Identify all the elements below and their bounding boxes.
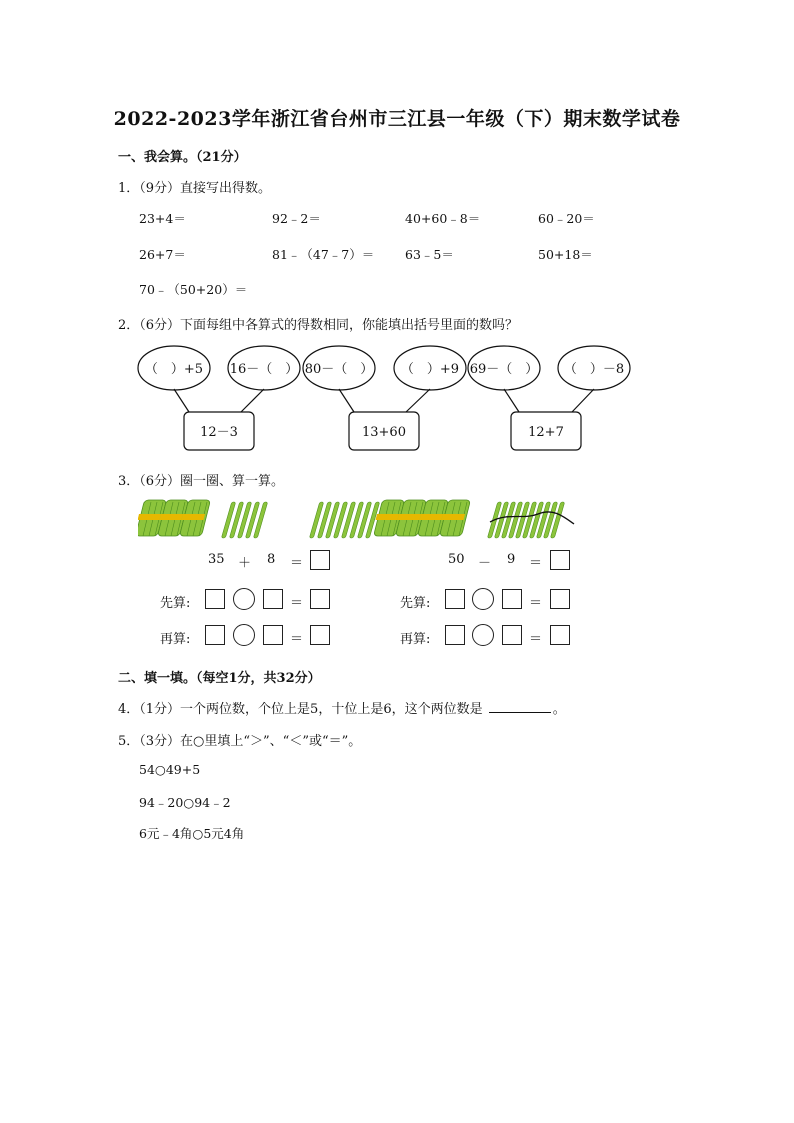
eq-number: 9 — [507, 552, 516, 567]
oval-label: （ ）+5 — [144, 362, 204, 377]
operator-circle[interactable] — [472, 624, 494, 646]
q1-item: 40+60﹣8＝ — [405, 211, 481, 226]
answer-box[interactable] — [263, 589, 283, 609]
answer-box[interactable] — [310, 625, 330, 645]
oval-label: （ ）－8 — [563, 362, 625, 377]
q4-line — [118, 698, 566, 717]
q4-end: 。 — [552, 702, 566, 717]
eq-sign: ＝ — [290, 556, 304, 571]
connector-line — [241, 389, 264, 412]
operator-circle[interactable] — [233, 588, 255, 610]
q1-item: 60﹣20＝ — [538, 211, 595, 226]
answer-box[interactable] — [550, 550, 570, 570]
answer-box[interactable] — [550, 625, 570, 645]
eq-sign: ＝ — [529, 632, 543, 647]
then-step-label: 再算: — [160, 632, 191, 647]
operator-circle[interactable] — [472, 588, 494, 610]
eq-number: 35 — [208, 552, 225, 567]
q1-item: 50+18＝ — [538, 247, 593, 262]
q5-item: 6元﹣4角○5元4角 — [139, 826, 245, 841]
connector-line — [572, 389, 594, 412]
box-label: 13+60 — [362, 425, 406, 440]
answer-box[interactable] — [502, 589, 522, 609]
connector-line — [174, 389, 189, 412]
page-title: 2022-2023学年浙江省台州市三江县一年级（下）期末数学试卷 — [113, 108, 681, 130]
answer-box[interactable] — [205, 625, 225, 645]
answer-box[interactable] — [445, 589, 465, 609]
eq-sign: ＝ — [529, 596, 543, 611]
q5-item: 94﹣20○94﹣2 — [139, 795, 231, 810]
connector-line — [339, 389, 354, 412]
sticks-picture — [138, 494, 578, 544]
answer-box[interactable] — [310, 550, 330, 570]
q1-item: 81﹣（47﹣7）＝ — [272, 247, 375, 262]
operator-circle[interactable] — [233, 624, 255, 646]
oval-label: 80－（ ） — [304, 362, 374, 377]
answer-box[interactable] — [445, 625, 465, 645]
eq-operator: ＋ — [238, 556, 252, 571]
eq-sign: ＝ — [290, 632, 304, 647]
answer-box[interactable] — [310, 589, 330, 609]
q1-stem: 1．（9分）直接写出得数。 — [118, 181, 272, 196]
box-label: 12－3 — [200, 425, 238, 440]
q5-item: 54○49+5 — [139, 762, 201, 777]
eq-sign: ＝ — [529, 556, 543, 571]
eq-sign: ＝ — [290, 596, 304, 611]
eq-number: 8 — [267, 552, 276, 567]
q5-stem: 5．（3分）在○里填上“＞”、“＜”或“＝”。 — [118, 734, 362, 749]
then-step-label: 再算: — [400, 632, 431, 647]
answer-box[interactable] — [263, 625, 283, 645]
q1-item: 26+7＝ — [139, 247, 186, 262]
q4-stem: 4．（1分）一个两位数，个位上是5，十位上是6，这个两位数是 — [118, 702, 483, 717]
q1-item: 92﹣2＝ — [272, 211, 321, 226]
connector-line — [504, 389, 519, 412]
q1-item: 63﹣5＝ — [405, 247, 454, 262]
oval-label: 16－（ ） — [229, 362, 299, 377]
oval-label: （ ）+9 — [400, 362, 460, 377]
q2-stem: 2．（6分）下面每组中各算式的得数相同，你能填出括号里面的数吗？ — [118, 318, 519, 333]
eq-operator: － — [478, 556, 492, 571]
eq-number: 50 — [448, 552, 465, 567]
section-2-heading: 二、填一填。（每空1分，共32分） — [118, 671, 321, 686]
first-step-label: 先算: — [400, 596, 431, 611]
first-step-label: 先算: — [160, 596, 191, 611]
answer-box[interactable] — [205, 589, 225, 609]
section-1-heading: 一、我会算。（21分） — [118, 150, 247, 165]
q1-item: 23+4＝ — [139, 211, 186, 226]
answer-box[interactable] — [550, 589, 570, 609]
q3-stem: 3．（6分）圈一圈、算一算。 — [118, 474, 285, 489]
q1-item: 70﹣（50+20）＝ — [139, 282, 248, 297]
q2-diagram — [134, 342, 634, 454]
box-label: 12+7 — [528, 425, 564, 440]
oval-label: 69－（ ） — [469, 362, 539, 377]
answer-blank[interactable] — [489, 700, 551, 713]
connector-line — [406, 389, 430, 412]
answer-box[interactable] — [502, 625, 522, 645]
